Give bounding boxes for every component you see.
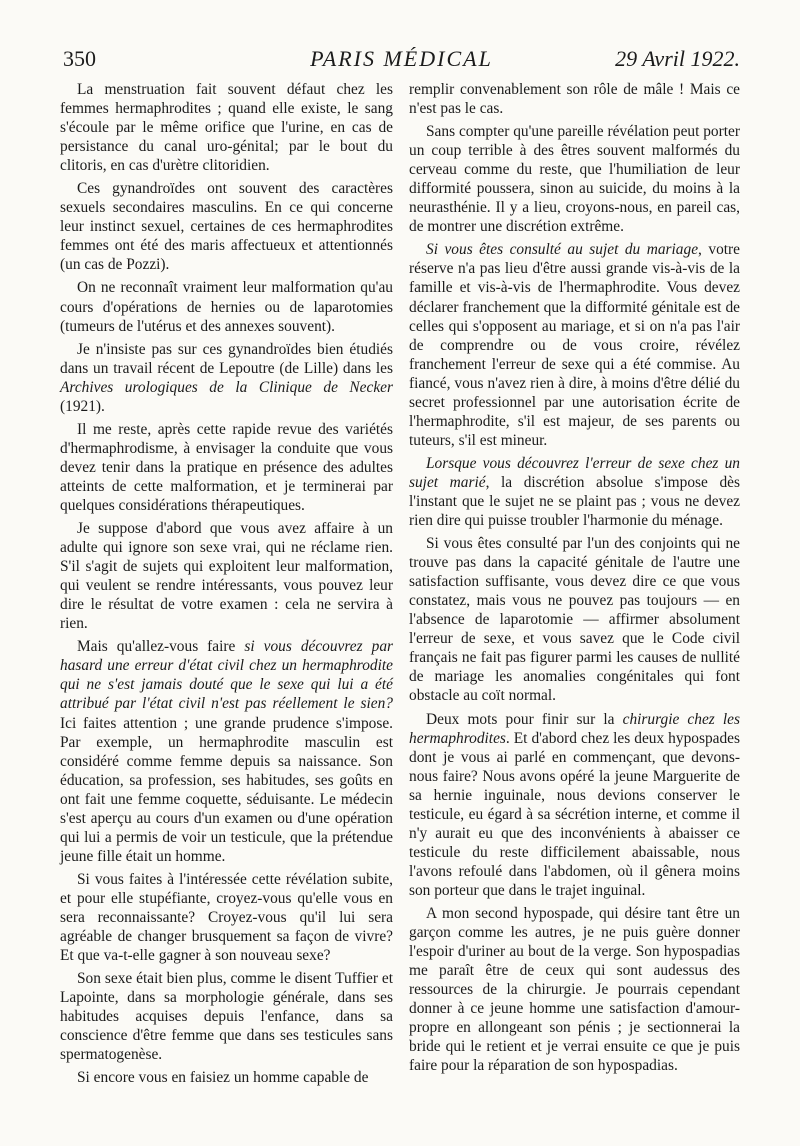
italic-text: Si vous êtes consulté au sujet du mariage — [426, 241, 699, 259]
paragraph — [60, 179, 393, 274]
text: Ici faites attention ; une grande prudence s'impose. Par exemple, un hermaphrodite masculin est considéré comme femme depuis sa naissance. Son éducation, sa profession, ses habitudes, ses goûts en ont fait une femme coquette, séduisante. Le médecin s'est aperçu au cours d'un examen ou d'une opération qui lui a permis de voir un testicule, que la prétendue jeune fille était un homme. — [60, 714, 393, 865]
text: Si vous êtes consulté par l'un des conjoints qui ne trouve pas dans la capacité génitale de l'autre une satisfaction suffisante, vous devez dire ce que vous constatez, mais vous ne pouvez pas toujours — en l'absence de laparotomie — affirmer absolument l'erreur de sexe, et vous savez que le Code civil français ne fait pas figurer parmi les causes de nullité de mariage les anomalies congénitales qui font obstacle au coït normal. — [409, 535, 740, 705]
text: , votre réserve n'a pas lieu d'être aussi grande vis-à-vis de la famille et vis-à-vis de l'hermaphrodite. Vous devez déclarer franchement que la difformité génitale est de celles qui s'opposent au mariage, et si on n'a pas l'air de comprendre ou de vous croire, révélez franchement l'erreur de sexe qui a été commise. Au fiancé, vous n'avez rien à dire, à moins d'être délié du secret professionnel par une autorisation écrite de l'hermaphrodite, s'il est majeur, de ses parents ou tuteurs, s'il est mineur. — [409, 241, 740, 449]
paragraph — [60, 1068, 393, 1087]
paragraph — [409, 904, 740, 1075]
paragraph — [60, 340, 393, 416]
left-column — [60, 80, 393, 1091]
paragraph — [409, 122, 740, 236]
text: . Et d'abord chez les deux hypospades dont je vous ai parlé en commençant, que devons-nous faire? Nous avons opéré la jeune Marguerite de sa hernie inguinale, nous devions conserver le testicule, eu égard à sa sécrétion interne, et comme il n'y aurait eu que des inconvénients à abaisser ce testicule du reste difficilement abaissable, nous l'avons refoulé dans l'abdomen, où il gênera moins son porteur que dans le trajet inguinal. — [409, 729, 740, 899]
issue-date: 29 Avril 1922. — [615, 46, 740, 71]
text: Sans compter qu'une pareille révélation peut porter un coup terrible à des êtres souvent malformés du cerveau comme du reste, que l'humiliation de leur difformité poussera, sinon au suicide, du moins à la neurasthénie. Il y a lieu, croyons-nous, en pareil cas, de montrer une discrétion extrême. — [409, 123, 740, 236]
text: Mais qu'allez-vous faire — [77, 638, 245, 656]
journal-title: PARIS MÉDICAL — [310, 46, 493, 71]
text: Je n'insiste pas sur ces gynandroïdes bien étudiés dans un travail récent de Lepoutre (de Lille) dans les — [60, 340, 393, 377]
paragraph — [60, 519, 393, 633]
text: Je suppose d'abord que vous avez affaire à un adulte qui ignore son sexe vrai, qui ne réclame rien. S'il s'agit de sujets qui exploitent leur malformation, qui veulent se rendre intéressants, vous pouvez leur dire le résultat de votre examen : cela ne servira à rien. — [60, 520, 393, 633]
paragraph — [60, 969, 393, 1064]
text: Si encore vous en faisiez un homme capable de — [77, 1069, 369, 1087]
paragraph — [60, 80, 393, 175]
text: Il me reste, après cette rapide revue des variétés d'hermaphrodisme, à envisager la conduite que vous devez tenir dans la pratique en présence des adultes atteints de cette malformation, et je terminerai par quelques considérations thérapeutiques. — [60, 420, 393, 514]
text: Son sexe était bien plus, comme le disent Tuffier et Lapointe, dans sa morphologie générale, dans ses habitudes acquises depuis l'enfance, dans sa conscience d'être femme que dans ses testicules sans spermatogenèse. — [60, 970, 393, 1064]
text: On ne reconnaît vraiment leur malformation qu'au cours d'opérations de hernies ou de laparotomies (tumeurs de l'utérus et des annexes souvent). — [60, 279, 393, 335]
paragraph — [60, 870, 393, 965]
text: , la discrétion absolue s'impose dès l'instant que le sujet ne se plaint pas ; vous ne devez rien dire qui puisse troubler l'harmonie du ménage. — [409, 473, 740, 530]
paragraph — [409, 534, 740, 705]
paragraph — [409, 240, 740, 450]
text: remplir convenablement son rôle de mâle ! Mais ce n'est pas le cas. — [409, 81, 740, 118]
paragraph — [409, 80, 740, 118]
text: Deux mots pour finir sur la — [426, 710, 623, 728]
italic-text: si vous découvrez par hasard une erreur d'état civil chez un hermaphrodite qui ne s'est jamais douté que le sexe qui lui a été attribué par l'état civil n'est pas réellement le sien? — [60, 638, 393, 713]
text: Si vous faites à l'intéressée cette révélation subite, et pour elle stupéfiante, croyez-vous qu'elle vous en sera reconnaissante? Croyez-vous qu'il lui sera agréable de changer brusquement sa façon de vivre? Et que va-t-elle gagner à son nouveau sexe? — [60, 870, 393, 965]
paragraph — [60, 637, 393, 866]
italic-text: Archives urologiques de la Clinique de Necker — [60, 378, 393, 396]
paragraph — [60, 420, 393, 515]
text: Ces gynandroïdes ont souvent des caractères sexuels secondaires masculins. En ce qui concerne leur instinct sexuel, certaines de ces hermaphrodites femmes ont été des maris affectueux et attentionnés (un cas de Pozzi). — [60, 180, 393, 274]
text: La menstruation fait souvent défaut chez les femmes hermaphrodites ; quand elle existe, le sang s'écoule par le même orifice que l'urine, en cas de persistance du canal uro-génital; par le bout du clitoris, en cas d'urètre clitoridien. — [60, 81, 393, 175]
page-header — [63, 44, 740, 74]
paragraph — [60, 278, 393, 335]
page-number: 350 — [63, 46, 96, 71]
paragraph — [409, 454, 740, 530]
italic-text: Lorsque vous découvrez l'erreur de sexe chez un sujet marié — [409, 454, 740, 491]
text: (1921). — [60, 397, 105, 415]
paragraph — [409, 710, 740, 900]
right-column — [409, 80, 740, 1079]
italic-text: chirurgie chez les hermaphrodites — [409, 710, 740, 747]
text: A mon second hypospade, qui désire tant être un garçon comme les autres, je ne puis guère donner l'espoir d'uriner au bout de la verge. Son hypospadias me paraît être de ceux qui sont audessus des ressources de la chirurgie. Je pourrais cependant donner à ce jeune homme une satisfaction d'amour-propre en allongeant son pénis ; je sectionnerai la bride qui le retient et je verrai ensuite ce que je puis faire pour la réparation de son hypospadias. — [409, 904, 740, 1075]
